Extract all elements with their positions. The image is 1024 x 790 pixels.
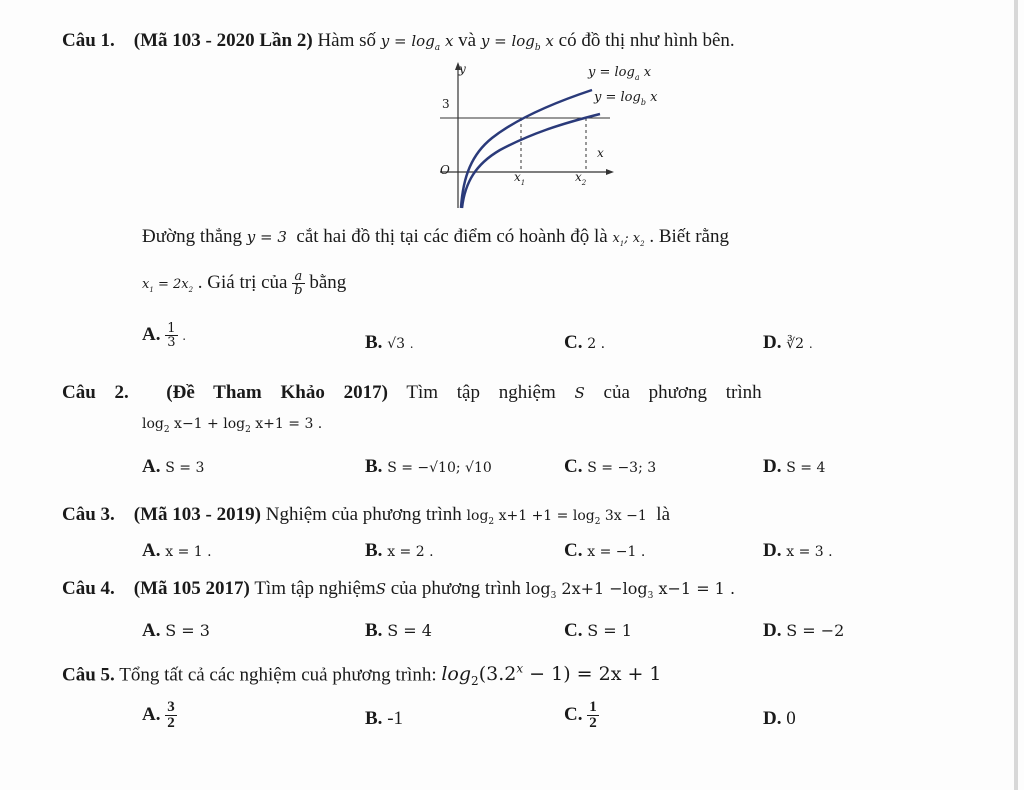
q5-option-a[interactable]: A. $\frac{3}{2}$: [142, 699, 175, 731]
graph-curve1-label: $y = \log_a x$: [588, 65, 652, 82]
q2-option-b[interactable]: B. S = −√10; √10: [365, 456, 492, 477]
graph-x-label: x: [597, 146, 604, 160]
q1-option-c[interactable]: C. 2 .: [564, 332, 606, 353]
graph-y-label: y: [459, 62, 466, 76]
q5-option-c[interactable]: C. $\frac{1}{2}$: [564, 699, 597, 731]
q4-stem: Câu 4. (Mã 105 2017) Tìm tập nghiệmS của phương trình $\log_3 2x+1 -\log_3$ x−1 = 1 .: [62, 578, 736, 601]
q1-f1: $y = \log_a x$: [380, 32, 454, 53]
q1-source: (Mã 103 - 2020 Lần 2): [133, 30, 313, 51]
q1-line3: $x_1 = 2x_2$ . Giá trị của $\frac{a}{b}$ bằng: [142, 269, 347, 298]
q1-option-b[interactable]: B. √3 .: [365, 332, 414, 353]
q1-line2-pts: $x_1$; $x_2$: [612, 231, 645, 248]
q5-option-d[interactable]: D. 0: [763, 708, 796, 729]
q1-stem: [62, 30, 735, 53]
q1-line2: Đường thẳng y = 3 cắt hai đồ thị tại các điểm có hoành độ là $x_1$; $x_2$ . Biết rằng: [142, 226, 729, 248]
q1-text-b: có đồ thị như hình bên.: [558, 30, 735, 51]
q5-option-b[interactable]: B. -1: [365, 708, 404, 729]
q1-option-a[interactable]: A. $\frac{1}{3}$ .: [142, 321, 187, 350]
q1-option-d[interactable]: D. ∛2 .: [763, 332, 813, 353]
q1-graph: [420, 58, 680, 218]
q3-option-d[interactable]: D. x = 3 .: [763, 540, 833, 561]
q2-stem: Câu 2. (Đề Tham Khảo 2017) Tìm tập nghiệm S của phương trình: [62, 382, 762, 403]
q2-equation: $\log_2 x-1 + \log_2 x+1 = 3$ .: [142, 416, 323, 435]
q1-text-and: và: [458, 30, 477, 51]
graph-curve2-label: $y = \log_b x$: [594, 90, 658, 107]
graph-x2-label: $x_2$: [575, 170, 587, 187]
q2-option-c[interactable]: C. S = −3; 3: [564, 456, 657, 477]
q5-stem: Câu 5. Tổng tất cả các nghiệm cuả phương trình: $\log_2(3.2^x - 1) = 2x + 1$: [62, 662, 662, 689]
graph-origin-label: O: [440, 163, 450, 177]
graph-curve-logb: [462, 114, 600, 208]
q4-option-b[interactable]: B. S = 4: [365, 620, 432, 641]
q3-equation: $\log_2 x+1 +1 = \log_2 3x -1$: [466, 508, 647, 527]
q1-line2-eq: y = 3: [246, 228, 287, 246]
q2-option-a[interactable]: A. S = 3: [142, 456, 205, 477]
q1-frac-ab: $\frac{a}{b}$: [294, 269, 303, 298]
q5-label: Câu 5.: [62, 664, 115, 686]
q3-option-c[interactable]: C. x = −1 .: [564, 540, 646, 561]
q2-source: (Đề Tham Khảo 2017): [166, 382, 388, 403]
q4-source: (Mã 105 2017): [133, 578, 250, 599]
q3-option-b[interactable]: B. x = 2 .: [365, 540, 434, 561]
graph-x-arrow: [606, 169, 614, 175]
graph-three-label: 3: [442, 97, 450, 111]
q1-f2: $y = \log_b x$: [480, 32, 554, 53]
page-edge-shadow: [1014, 0, 1018, 790]
q1-text-a: Hàm số: [317, 30, 377, 51]
q1-label: Câu 1.: [62, 30, 115, 51]
q3-source: (Mã 103 - 2019): [133, 504, 261, 525]
q2-option-d[interactable]: D. S = 4: [763, 456, 826, 477]
q4-label: Câu 4.: [62, 578, 115, 599]
q4-option-a[interactable]: A. S = 3: [142, 620, 210, 641]
q4-equation: $\log_3 2x+1 -\log_3$ x−1 = 1 .: [525, 579, 736, 601]
q4-option-c[interactable]: C. S = 1: [564, 620, 632, 641]
q1-line3-eq: $x_1 = 2x_2$: [142, 276, 194, 294]
q5-equation: $\log_2(3.2^x - 1) = 2x + 1$: [441, 662, 662, 689]
q3-option-a[interactable]: A. x = 1 .: [142, 540, 212, 561]
q3-label: Câu 3.: [62, 504, 115, 525]
q4-option-d[interactable]: D. S = −2: [763, 620, 845, 641]
q3-stem: Câu 3. (Mã 103 - 2019) Nghiệm của phương trình $\log_2 x+1 +1 = \log_2 3x -1$ là: [62, 504, 671, 527]
graph-x1-label: $x_1$: [514, 170, 526, 187]
graph-curve-loga: [461, 90, 592, 208]
q2-label: Câu 2.: [62, 382, 129, 403]
